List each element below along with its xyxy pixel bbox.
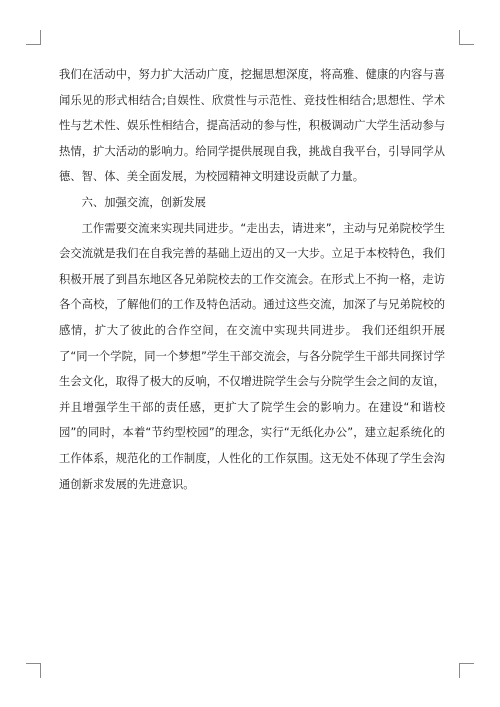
- crop-mark-bottom-left: [26, 663, 41, 678]
- crop-mark-bottom-right: [459, 663, 474, 678]
- crop-mark-top-right: [459, 30, 474, 45]
- paragraph-activities: 我们在活动中，努力扩大活动广度，挖掘思想深度，将高雅、健康的内容与喜闻乐见的形式相结合;自娱性、欣赏性与示范性、竞技性相结合;思想性、学术性与艺术性、娱乐性相结合，提高活动的参与性，积极调动广大学生活动参与热情，扩大活动的影响力。给同学提供展现自我，挑战自我平台，引导同学从德、智、体、美全面发展，为校园精神文明建设贡献了力量。: [59, 68, 445, 184]
- crop-mark-top-left: [26, 30, 41, 45]
- section-heading: 六、加强交流，创新发展: [81, 195, 206, 209]
- document-body: [59, 62, 445, 497]
- paragraph-exchange: 工作需要交流来实现共同进步。“走出去，请进来”，主动与兄弟院校学生会交流就是我们在自我完善的基础上迈出的又一大步。立足于本校特色，我们积极开展了到昌东地区各兄弟院校去的工作交流会。在形式上不拘一格，走访各个高校，了解他们的工作及特色活动。通过这些交流，加深了与兄弟院校的感情，扩大了彼此的合作空间，在交流中实现共同进步。 我们还组织开展了“同一个学院，同一个梦想”学生干部交流会，与各分院学生干部共同探讨学生会文化，取得了极大的反响，不仅增进院学生会与分院学生会之间的友谊，并且增强学生干部的责任感，更扩大了院学生会的影响力。在建设“和谐校园”的同时，本着“节约型校园”的理念，实行“无纸化办公”，建立起系统化的工作体系，规范化的工作制度，人性化的工作氛围。这无处不体现了学生会沟通创新求发展的先进意识。: [59, 221, 445, 491]
